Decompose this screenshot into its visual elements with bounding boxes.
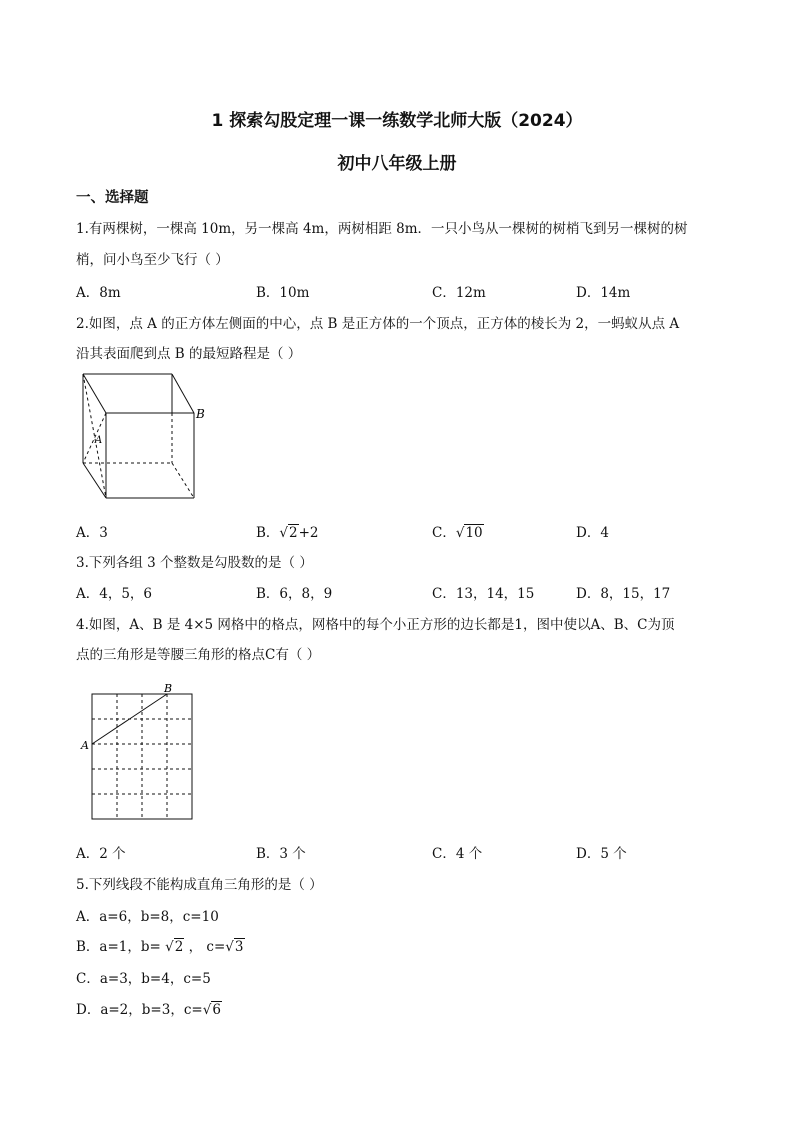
- q2-option-b[interactable]: [256, 521, 319, 541]
- q4-stem-line1: 4.如图，A、B 是 4×5 网格中的格点，网格中的每个小正方形的边长都是1，图中使以A、B、C为顶: [76, 617, 675, 633]
- q4-option-c[interactable]: C．4 个: [432, 846, 483, 862]
- q5-option-b-prefix: B．a=1，b=: [76, 939, 166, 955]
- q5-stem: 5.下列线段不能构成直角三角形的是（ ）: [76, 877, 323, 893]
- sqrt-symbol: √: [165, 939, 174, 955]
- sqrt-symbol: √: [455, 525, 465, 541]
- cube-figure: [76, 368, 216, 506]
- q1-option-d[interactable]: D．14m: [576, 285, 631, 301]
- q2-option-b-prefix: B．: [256, 525, 280, 541]
- q4-option-b[interactable]: B．3 个: [256, 846, 306, 862]
- grid-label-b: B: [164, 682, 173, 695]
- q2-stem-line1: 2.如图，点 A 的正方体左侧面的中心，点 B 是正方体的一个顶点，正方体的棱长为 2，一蚂蚁从点 A: [76, 316, 680, 332]
- q4-option-a[interactable]: A．2 个: [76, 846, 126, 862]
- cube-label-a: A: [95, 435, 103, 446]
- q4-stem-line2: 点的三角形是等腰三角形的格点C有（ ）: [76, 647, 321, 663]
- grid-figure: [76, 680, 200, 822]
- q2-option-b-radicand: 2: [289, 525, 298, 541]
- q1-option-b[interactable]: B．10m: [256, 285, 310, 301]
- q5-option-b-radicand-b: 2: [174, 939, 184, 955]
- q3-stem: 3.下列各组 3 个整数是勾股数的是（ ）: [76, 555, 313, 571]
- q5-option-d-radicand: 6: [212, 1002, 221, 1018]
- q1-stem-line1: 1.有两棵树，一棵高 10m，另一棵高 4m，两树相距 8m．一只小鸟从一棵树的树梢飞到另一棵树的树: [76, 221, 688, 237]
- q5-option-d-prefix: D．a=2，b=3，c=: [76, 1002, 203, 1018]
- q1-option-c[interactable]: C．12m: [432, 285, 486, 301]
- q2-option-c-radicand: 10: [465, 525, 483, 541]
- doc-subtitle: 初中八年级上册: [337, 154, 457, 174]
- q1-stem-line2: 梢，问小鸟至少飞行（ ）: [76, 252, 229, 268]
- q5-option-a[interactable]: A．a=6，b=8，c=10: [76, 909, 219, 925]
- q2-stem-line2: 沿其表面爬到点 B 的最短路程是（ ）: [76, 346, 302, 362]
- q2-option-d[interactable]: D．4: [576, 525, 609, 541]
- grid-label-a: A: [81, 739, 89, 752]
- q5-option-b[interactable]: [76, 935, 245, 955]
- sqrt-symbol: √: [202, 1002, 212, 1018]
- cube-label-b: B: [196, 407, 205, 421]
- sqrt-symbol: √: [279, 525, 289, 541]
- q2-option-c[interactable]: [432, 521, 484, 541]
- q3-option-b[interactable]: B．6，8，9: [256, 586, 333, 602]
- q2-option-b-suffix: +2: [298, 525, 319, 541]
- q2-option-a[interactable]: A．3: [76, 525, 108, 541]
- q1-option-a[interactable]: A．8m: [76, 285, 121, 301]
- q2-option-c-prefix: C．: [432, 525, 456, 541]
- q5-option-c[interactable]: C．a=3，b=4，c=5: [76, 971, 211, 987]
- sqrt-symbol: √: [225, 939, 234, 955]
- q3-option-a[interactable]: A．4，5，6: [76, 586, 153, 602]
- q5-option-b-mid: ， c=: [184, 939, 226, 955]
- doc-title: 1 探索勾股定理一课一练数学北师大版（2024）: [211, 111, 583, 131]
- q3-option-d[interactable]: D．8，15，17: [576, 586, 671, 602]
- q4-option-d[interactable]: D．5 个: [576, 846, 627, 862]
- section-heading: 一、选择题: [76, 190, 149, 206]
- q5-option-b-radicand-c: 3: [234, 939, 244, 955]
- q3-option-c[interactable]: C．13，14，15: [432, 586, 535, 602]
- q5-option-d[interactable]: [76, 998, 222, 1018]
